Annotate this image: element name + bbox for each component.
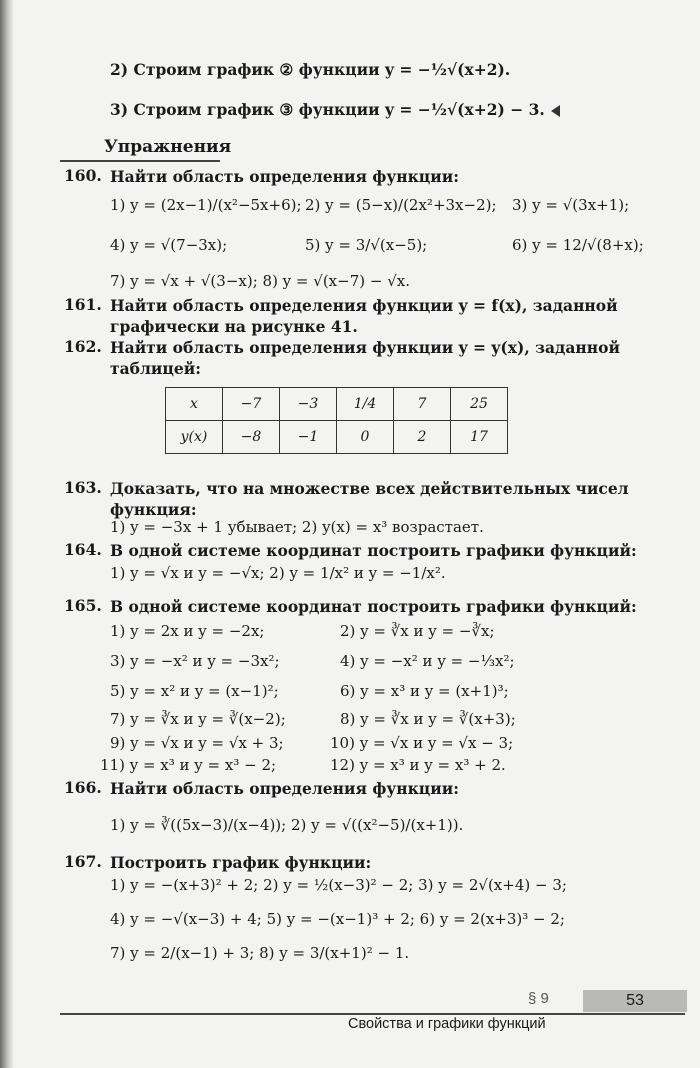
ex160-item: 6) y = 12/√(8+x);	[512, 236, 644, 254]
table-cell: y(x)	[166, 421, 223, 454]
exercise-166-number: 166.	[64, 778, 102, 797]
exercise-163-number: 163.	[64, 478, 102, 497]
ex165-item: 6) y = x³ и y = (x+1)³;	[340, 682, 509, 700]
section-rule	[60, 160, 220, 162]
exercise-164-number: 164.	[64, 540, 102, 559]
exercise-163-text: Доказать, что на множестве всех действительных чисел функция:	[110, 479, 629, 519]
ex165-item: 8) y = ∛x и y = ∛(x+3);	[340, 710, 516, 728]
table-cell: x	[166, 388, 223, 421]
ex160-item: 1) y = (2x−1)/(x²−5x+6);	[110, 196, 302, 214]
footer-chapter-title: Свойства и графики функций	[348, 1016, 546, 1032]
ex165-item: 10) y = √x и y = √x − 3;	[330, 734, 514, 752]
page-binding-edge	[0, 0, 14, 1068]
ex160-item: 4) y = √(7−3x);	[110, 236, 228, 254]
page-number: 53	[583, 990, 687, 1012]
end-of-solution-icon	[551, 105, 560, 117]
ex167-row: 4) y = −√(x−3) + 4; 5) y = −(x−1)³ + 2; 6) y = 2(x+3)³ − 2;	[110, 910, 565, 928]
ex165-item: 4) y = −x² и y = −⅓x²;	[340, 652, 515, 670]
table-cell: 17	[451, 421, 508, 454]
exercise-161-text: Найти область определения функции y = f(x), заданной графически на рисунке 41.	[110, 296, 618, 336]
table-row	[166, 388, 508, 421]
section-title: Упражнения	[104, 137, 232, 157]
ex165-item: 5) y = x² и y = (x−1)²;	[110, 682, 279, 700]
exercise-162-number: 162.	[64, 337, 102, 356]
intro-step-3	[110, 100, 560, 119]
paragraph-reference: § 9	[528, 990, 549, 1007]
ex165-item: 1) y = 2x и y = −2x;	[110, 622, 265, 640]
intro-step-2: 2) Строим график ② функции y = −½√(x+2).	[110, 60, 511, 79]
ex165-item: 12) y = x³ и y = x³ + 2.	[330, 756, 506, 774]
exercise-167-number: 167.	[64, 852, 102, 871]
footer-rule	[60, 1013, 685, 1015]
ex160-item: 5) y = 3/√(x−5);	[305, 236, 428, 254]
ex164-items: 1) y = √x и y = −√x; 2) y = 1/x² и y = −1/x².	[110, 564, 446, 582]
ex166-items: 1) y = ∛((5x−3)/(x−4)); 2) y = √((x²−5)/(x+1)).	[110, 816, 464, 834]
table-cell: −1	[280, 421, 337, 454]
ex160-item: 7) y = √x + √(3−x); 8) y = √(x−7) − √x.	[110, 272, 410, 290]
ex160-item: 3) y = √(3x+1);	[512, 196, 630, 214]
exercise-161-number: 161.	[64, 295, 102, 314]
table-cell: 7	[394, 388, 451, 421]
ex160-item: 2) y = (5−x)/(2x²+3x−2);	[305, 196, 497, 214]
table-cell: 0	[337, 421, 394, 454]
exercise-165-text: В одной системе координат построить графики функций:	[110, 597, 637, 616]
ex167-row: 1) y = −(x+3)² + 2; 2) y = ½(x−3)² − 2; 3) y = 2√(x+4) − 3;	[110, 876, 567, 894]
values-table	[165, 387, 508, 454]
exercise-167-text: Построить график функции:	[110, 853, 372, 872]
ex165-item: 2) y = ∛x и y = −∛x;	[340, 622, 495, 640]
exercise-166-text: Найти область определения функции:	[110, 779, 459, 798]
ex163-items: 1) y = −3x + 1 убывает; 2) y(x) = x³ возрастает.	[110, 518, 484, 536]
ex165-item: 11) y = x³ и y = x³ − 2;	[100, 756, 277, 774]
exercise-165-number: 165.	[64, 596, 102, 615]
exercise-160-number: 160.	[64, 166, 102, 185]
table-cell: 2	[394, 421, 451, 454]
table-row	[166, 421, 508, 454]
table-cell: −3	[280, 388, 337, 421]
intro-step-3-text: 3) Строим график ③ функции y = −½√(x+2) − 3.	[110, 100, 545, 119]
table-cell: −8	[223, 421, 280, 454]
table-cell: 25	[451, 388, 508, 421]
ex167-row: 7) y = 2/(x−1) + 3; 8) y = 3/(x+1)² − 1.	[110, 944, 410, 962]
exercise-162-text: Найти область определения функции y = y(x), заданной таблицей:	[110, 338, 620, 378]
exercise-164-text: В одной системе координат построить графики функций:	[110, 541, 637, 560]
ex165-item: 9) y = √x и y = √x + 3;	[110, 734, 284, 752]
ex165-item: 7) y = ∛x и y = ∛(x−2);	[110, 710, 286, 728]
ex165-item: 3) y = −x² и y = −3x²;	[110, 652, 280, 670]
table-cell: −7	[223, 388, 280, 421]
table-cell: 1/4	[337, 388, 394, 421]
exercise-160-text: Найти область определения функции:	[110, 167, 459, 186]
